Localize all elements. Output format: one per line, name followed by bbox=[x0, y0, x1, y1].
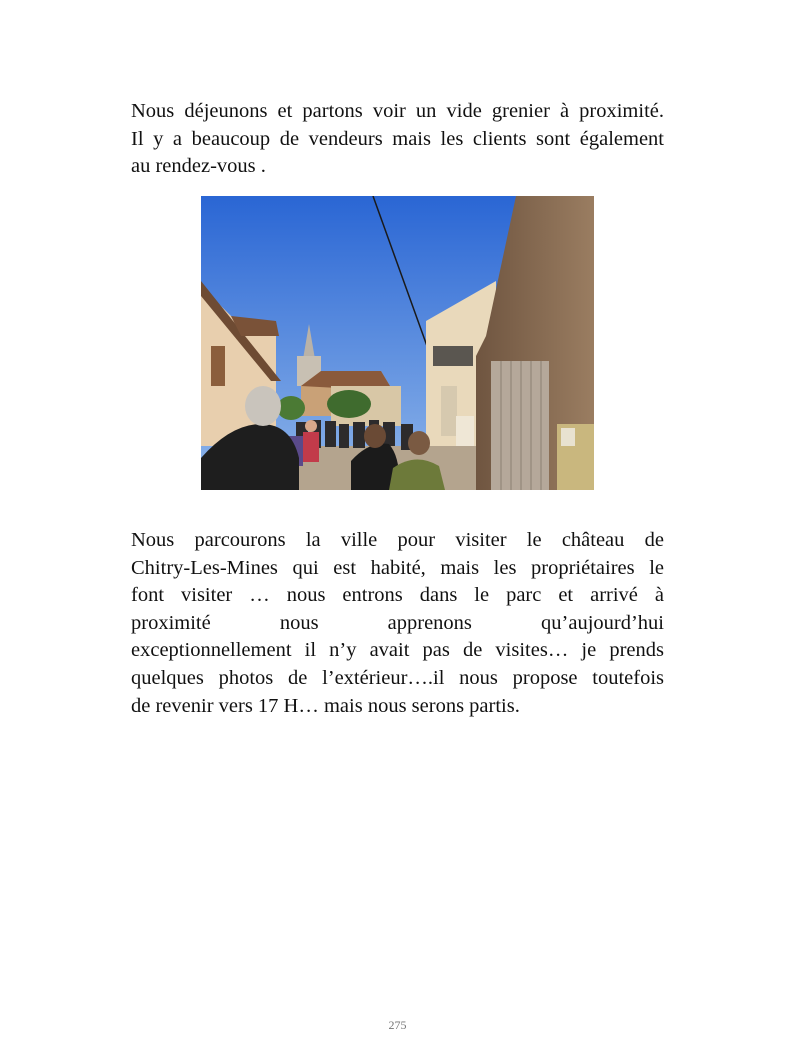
street-market-photo bbox=[201, 196, 594, 490]
text-line: au rendez-vous . bbox=[131, 155, 266, 178]
text-line: Il y a beaucoup de vendeurs mais les clients sont également bbox=[131, 127, 664, 150]
text-line: exceptionnellement il n’y avait pas de visites… je prends bbox=[131, 639, 664, 662]
text-line: Nous parcourons la ville pour visiter le château de bbox=[131, 529, 664, 551]
text-line: proximité nous apprenons qu’aujourd’hui bbox=[131, 611, 664, 634]
text-line: font visiter … nous entrons dans le parc et arrivé à bbox=[131, 584, 664, 607]
street-market-photo-illustration bbox=[201, 196, 594, 490]
text-line: Nous déjeunons et partons voir un vide grenier à proximité. bbox=[131, 100, 664, 122]
text-line: de revenir vers 17 H… mais nous serons partis. bbox=[131, 694, 520, 717]
text-line: quelques photos de l’extérieur….il nous propose toutefois bbox=[131, 666, 664, 689]
paragraph-chateau-visit bbox=[131, 527, 664, 720]
paragraph-vide-grenier bbox=[131, 98, 664, 181]
page-number: 275 bbox=[388, 1018, 407, 1032]
text-line: Chitry-Les-Mines qui est habité, mais les propriétaires le bbox=[131, 556, 664, 579]
